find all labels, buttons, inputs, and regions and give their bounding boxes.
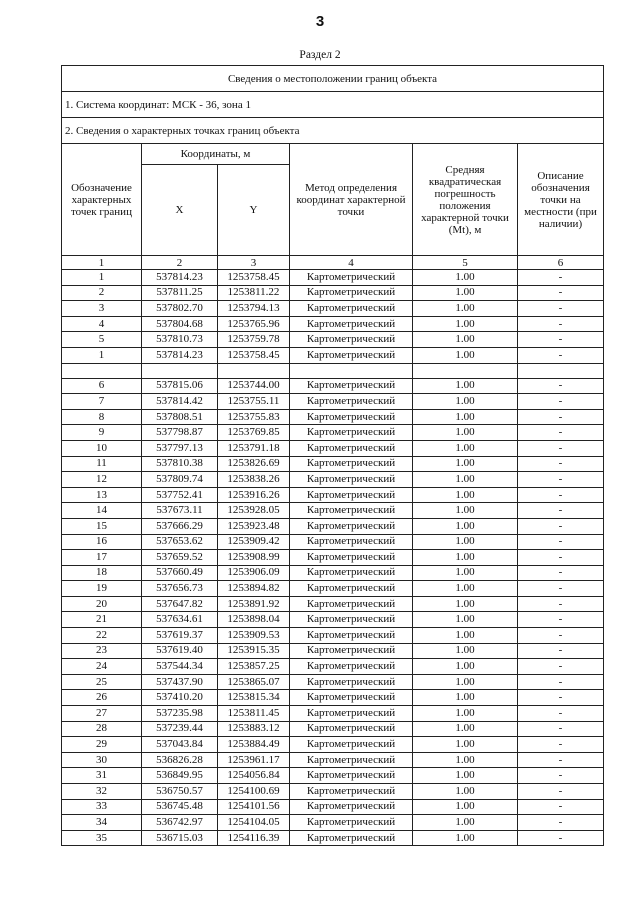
description-cell: - xyxy=(518,612,604,628)
y-coordinate-cell: 1253758.45 xyxy=(218,270,290,286)
method-cell: Картометрический xyxy=(290,830,413,846)
description-cell: - xyxy=(518,643,604,659)
points-section-title: 2. Сведения о характерных точках границ объекта xyxy=(62,118,604,144)
empty-cell xyxy=(290,363,413,378)
x-coordinate-cell: 537810.38 xyxy=(142,456,218,472)
y-coordinate-cell: 1253744.00 xyxy=(218,378,290,394)
y-coordinate-cell: 1253815.34 xyxy=(218,690,290,706)
y-coordinate-cell: 1253923.48 xyxy=(218,518,290,534)
method-cell: Картометрический xyxy=(290,628,413,644)
y-coordinate-cell: 1253826.69 xyxy=(218,456,290,472)
method-cell: Картометрический xyxy=(290,332,413,348)
table-row xyxy=(62,270,604,286)
column-number: 5 xyxy=(413,256,518,270)
table-row xyxy=(62,440,604,456)
y-coordinate-cell: 1253884.49 xyxy=(218,737,290,753)
accuracy-cell: 1.00 xyxy=(413,596,518,612)
x-coordinate-cell: 536745.48 xyxy=(142,799,218,815)
accuracy-cell: 1.00 xyxy=(413,721,518,737)
x-coordinate-cell: 537656.73 xyxy=(142,581,218,597)
accuracy-cell: 1.00 xyxy=(413,830,518,846)
description-cell: - xyxy=(518,830,604,846)
description-cell: - xyxy=(518,815,604,831)
description-cell: - xyxy=(518,316,604,332)
y-coordinate-cell: 1253915.35 xyxy=(218,643,290,659)
method-cell: Картометрический xyxy=(290,378,413,394)
description-cell: - xyxy=(518,534,604,550)
y-coordinate-cell: 1253794.13 xyxy=(218,301,290,317)
x-coordinate-cell: 537810.73 xyxy=(142,332,218,348)
y-coordinate-cell: 1254056.84 xyxy=(218,768,290,784)
section-label: Раздел 2 xyxy=(299,49,341,61)
column-number: 6 xyxy=(518,256,604,270)
method-cell: Картометрический xyxy=(290,737,413,753)
boundary-table-wrapper xyxy=(61,65,603,846)
y-coordinate-cell: 1253811.45 xyxy=(218,706,290,722)
table-row xyxy=(62,316,604,332)
empty-cell xyxy=(413,363,518,378)
table-row xyxy=(62,799,604,815)
table-row xyxy=(62,394,604,410)
point-number-cell: 13 xyxy=(62,487,142,503)
table-row xyxy=(62,472,604,488)
x-coordinate-cell: 537235.98 xyxy=(142,706,218,722)
x-coordinate-cell: 537659.52 xyxy=(142,550,218,566)
method-cell: Картометрический xyxy=(290,581,413,597)
empty-cell xyxy=(518,363,604,378)
y-coordinate-cell: 1253759.78 xyxy=(218,332,290,348)
header-accuracy: Средняя квадратическая погрешность положения характерной точки (Mt), м xyxy=(413,144,518,256)
accuracy-cell: 1.00 xyxy=(413,612,518,628)
description-cell: - xyxy=(518,332,604,348)
point-number-cell: 14 xyxy=(62,503,142,519)
accuracy-cell: 1.00 xyxy=(413,550,518,566)
accuracy-cell: 1.00 xyxy=(413,394,518,410)
empty-cell xyxy=(218,363,290,378)
description-cell: - xyxy=(518,596,604,612)
point-number-cell: 24 xyxy=(62,659,142,675)
method-cell: Картометрический xyxy=(290,518,413,534)
y-coordinate-cell: 1253838.26 xyxy=(218,472,290,488)
x-coordinate-cell: 537619.40 xyxy=(142,643,218,659)
header-coordinates: Координаты, м xyxy=(142,144,290,165)
point-number-cell: 35 xyxy=(62,830,142,846)
boundary-points-table xyxy=(61,65,604,846)
point-number-cell: 20 xyxy=(62,596,142,612)
point-number-cell: 8 xyxy=(62,409,142,425)
x-coordinate-cell: 537811.25 xyxy=(142,285,218,301)
point-number-cell: 6 xyxy=(62,378,142,394)
table-title: Сведения о местоположении границ объекта xyxy=(62,66,604,92)
method-cell: Картометрический xyxy=(290,550,413,566)
column-number: 2 xyxy=(142,256,218,270)
table-row xyxy=(62,534,604,550)
description-cell: - xyxy=(518,347,604,363)
table-row xyxy=(62,301,604,317)
x-coordinate-cell: 537043.84 xyxy=(142,737,218,753)
accuracy-cell: 1.00 xyxy=(413,440,518,456)
point-number-cell: 33 xyxy=(62,799,142,815)
point-number-cell: 16 xyxy=(62,534,142,550)
description-cell: - xyxy=(518,472,604,488)
point-number-cell: 11 xyxy=(62,456,142,472)
method-cell: Картометрический xyxy=(290,487,413,503)
table-row xyxy=(62,768,604,784)
method-cell: Картометрический xyxy=(290,440,413,456)
accuracy-cell: 1.00 xyxy=(413,316,518,332)
x-coordinate-cell: 536750.57 xyxy=(142,784,218,800)
point-number-cell: 17 xyxy=(62,550,142,566)
x-coordinate-cell: 537752.41 xyxy=(142,487,218,503)
method-cell: Картометрический xyxy=(290,643,413,659)
y-coordinate-cell: 1253758.45 xyxy=(218,347,290,363)
accuracy-cell: 1.00 xyxy=(413,472,518,488)
description-cell: - xyxy=(518,518,604,534)
method-cell: Картометрический xyxy=(290,425,413,441)
accuracy-cell: 1.00 xyxy=(413,706,518,722)
point-number-cell: 2 xyxy=(62,285,142,301)
column-number: 4 xyxy=(290,256,413,270)
method-cell: Картометрический xyxy=(290,706,413,722)
table-row xyxy=(62,378,604,394)
point-number-cell: 31 xyxy=(62,768,142,784)
method-cell: Картометрический xyxy=(290,316,413,332)
description-cell: - xyxy=(518,659,604,675)
description-cell: - xyxy=(518,456,604,472)
point-number-cell: 7 xyxy=(62,394,142,410)
header-method: Метод определения координат характерной точки xyxy=(290,144,413,256)
table-row xyxy=(62,830,604,846)
y-coordinate-cell: 1254101.56 xyxy=(218,799,290,815)
accuracy-cell: 1.00 xyxy=(413,270,518,286)
table-row xyxy=(62,612,604,628)
accuracy-cell: 1.00 xyxy=(413,659,518,675)
y-coordinate-cell: 1253765.96 xyxy=(218,316,290,332)
table-row xyxy=(62,752,604,768)
point-number-cell: 30 xyxy=(62,752,142,768)
point-number-cell: 25 xyxy=(62,674,142,690)
point-number-cell: 5 xyxy=(62,332,142,348)
description-cell: - xyxy=(518,425,604,441)
method-cell: Картометрический xyxy=(290,659,413,675)
description-cell: - xyxy=(518,550,604,566)
method-cell: Картометрический xyxy=(290,784,413,800)
description-cell: - xyxy=(518,270,604,286)
x-coordinate-cell: 537634.61 xyxy=(142,612,218,628)
description-cell: - xyxy=(518,768,604,784)
x-coordinate-cell: 537437.90 xyxy=(142,674,218,690)
point-number-cell: 21 xyxy=(62,612,142,628)
accuracy-cell: 1.00 xyxy=(413,565,518,581)
method-cell: Картометрический xyxy=(290,690,413,706)
y-coordinate-cell: 1253857.25 xyxy=(218,659,290,675)
description-cell: - xyxy=(518,706,604,722)
accuracy-cell: 1.00 xyxy=(413,409,518,425)
accuracy-cell: 1.00 xyxy=(413,301,518,317)
accuracy-cell: 1.00 xyxy=(413,799,518,815)
method-cell: Картометрический xyxy=(290,285,413,301)
table-row xyxy=(62,737,604,753)
y-coordinate-cell: 1253906.09 xyxy=(218,565,290,581)
y-coordinate-cell: 1254100.69 xyxy=(218,784,290,800)
point-number-cell: 28 xyxy=(62,721,142,737)
header-description: Описание обозначения точки на местности (при наличии) xyxy=(518,144,604,256)
description-cell: - xyxy=(518,581,604,597)
table-row xyxy=(62,706,604,722)
table-row xyxy=(62,503,604,519)
description-cell: - xyxy=(518,690,604,706)
accuracy-cell: 1.00 xyxy=(413,347,518,363)
header-x: X xyxy=(142,165,218,256)
point-number-cell: 27 xyxy=(62,706,142,722)
method-cell: Картометрический xyxy=(290,721,413,737)
y-coordinate-cell: 1253909.42 xyxy=(218,534,290,550)
table-row xyxy=(62,721,604,737)
table-row xyxy=(62,456,604,472)
point-number-cell: 32 xyxy=(62,784,142,800)
method-cell: Картометрический xyxy=(290,768,413,784)
description-cell: - xyxy=(518,440,604,456)
accuracy-cell: 1.00 xyxy=(413,534,518,550)
point-number-cell: 19 xyxy=(62,581,142,597)
point-number-cell: 1 xyxy=(62,270,142,286)
method-cell: Картометрический xyxy=(290,612,413,628)
method-cell: Картометрический xyxy=(290,347,413,363)
y-coordinate-cell: 1253755.83 xyxy=(218,409,290,425)
point-number-cell: 22 xyxy=(62,628,142,644)
method-cell: Картометрический xyxy=(290,503,413,519)
description-cell: - xyxy=(518,285,604,301)
x-coordinate-cell: 536826.28 xyxy=(142,752,218,768)
description-cell: - xyxy=(518,737,604,753)
coordinate-system: 1. Система координат: МСК - 36, зона 1 xyxy=(62,92,604,118)
point-number-cell: 1 xyxy=(62,347,142,363)
y-coordinate-cell: 1254116.39 xyxy=(218,830,290,846)
y-coordinate-cell: 1253928.05 xyxy=(218,503,290,519)
x-coordinate-cell: 537619.37 xyxy=(142,628,218,644)
point-number-cell: 9 xyxy=(62,425,142,441)
method-cell: Картометрический xyxy=(290,301,413,317)
x-coordinate-cell: 536849.95 xyxy=(142,768,218,784)
point-number-cell: 23 xyxy=(62,643,142,659)
description-cell: - xyxy=(518,565,604,581)
separator-row xyxy=(62,363,604,378)
table-row xyxy=(62,347,604,363)
y-coordinate-cell: 1253909.53 xyxy=(218,628,290,644)
x-coordinate-cell: 537666.29 xyxy=(142,518,218,534)
accuracy-cell: 1.00 xyxy=(413,628,518,644)
method-cell: Картометрический xyxy=(290,596,413,612)
accuracy-cell: 1.00 xyxy=(413,285,518,301)
x-coordinate-cell: 537814.42 xyxy=(142,394,218,410)
x-coordinate-cell: 536715.03 xyxy=(142,830,218,846)
x-coordinate-cell: 537802.70 xyxy=(142,301,218,317)
table-row xyxy=(62,518,604,534)
method-cell: Картометрический xyxy=(290,674,413,690)
method-cell: Картометрический xyxy=(290,565,413,581)
description-cell: - xyxy=(518,674,604,690)
y-coordinate-cell: 1253811.22 xyxy=(218,285,290,301)
y-coordinate-cell: 1253908.99 xyxy=(218,550,290,566)
table-row xyxy=(62,596,604,612)
accuracy-cell: 1.00 xyxy=(413,456,518,472)
description-cell: - xyxy=(518,503,604,519)
accuracy-cell: 1.00 xyxy=(413,503,518,519)
accuracy-cell: 1.00 xyxy=(413,815,518,831)
method-cell: Картометрический xyxy=(290,472,413,488)
point-number-cell: 15 xyxy=(62,518,142,534)
header-point-designation: Обозначение характерных точек границ xyxy=(62,144,142,256)
y-coordinate-cell: 1253894.82 xyxy=(218,581,290,597)
accuracy-cell: 1.00 xyxy=(413,332,518,348)
header-y: Y xyxy=(218,165,290,256)
accuracy-cell: 1.00 xyxy=(413,768,518,784)
method-cell: Картометрический xyxy=(290,409,413,425)
method-cell: Картометрический xyxy=(290,799,413,815)
table-row xyxy=(62,784,604,800)
accuracy-cell: 1.00 xyxy=(413,690,518,706)
y-coordinate-cell: 1253961.17 xyxy=(218,752,290,768)
x-coordinate-cell: 537647.82 xyxy=(142,596,218,612)
point-number-cell: 3 xyxy=(62,301,142,317)
accuracy-cell: 1.00 xyxy=(413,643,518,659)
point-number-cell: 34 xyxy=(62,815,142,831)
method-cell: Картометрический xyxy=(290,815,413,831)
table-row xyxy=(62,487,604,503)
description-cell: - xyxy=(518,378,604,394)
point-number-cell: 18 xyxy=(62,565,142,581)
table-row xyxy=(62,690,604,706)
accuracy-cell: 1.00 xyxy=(413,784,518,800)
description-cell: - xyxy=(518,409,604,425)
description-cell: - xyxy=(518,721,604,737)
point-number-cell: 12 xyxy=(62,472,142,488)
description-cell: - xyxy=(518,799,604,815)
x-coordinate-cell: 537814.23 xyxy=(142,347,218,363)
x-coordinate-cell: 537808.51 xyxy=(142,409,218,425)
x-coordinate-cell: 537660.49 xyxy=(142,565,218,581)
description-cell: - xyxy=(518,487,604,503)
x-coordinate-cell: 537410.20 xyxy=(142,690,218,706)
y-coordinate-cell: 1253769.85 xyxy=(218,425,290,441)
y-coordinate-cell: 1253755.11 xyxy=(218,394,290,410)
column-number: 3 xyxy=(218,256,290,270)
table-row xyxy=(62,815,604,831)
x-coordinate-cell: 536742.97 xyxy=(142,815,218,831)
table-row xyxy=(62,332,604,348)
y-coordinate-cell: 1253916.26 xyxy=(218,487,290,503)
y-coordinate-cell: 1253865.07 xyxy=(218,674,290,690)
accuracy-cell: 1.00 xyxy=(413,518,518,534)
description-cell: - xyxy=(518,752,604,768)
table-row xyxy=(62,425,604,441)
description-cell: - xyxy=(518,394,604,410)
description-cell: - xyxy=(518,784,604,800)
table-row xyxy=(62,643,604,659)
method-cell: Картометрический xyxy=(290,456,413,472)
accuracy-cell: 1.00 xyxy=(413,674,518,690)
empty-cell xyxy=(142,363,218,378)
table-row xyxy=(62,628,604,644)
method-cell: Картометрический xyxy=(290,534,413,550)
y-coordinate-cell: 1253791.18 xyxy=(218,440,290,456)
x-coordinate-cell: 537814.23 xyxy=(142,270,218,286)
accuracy-cell: 1.00 xyxy=(413,487,518,503)
x-coordinate-cell: 537653.62 xyxy=(142,534,218,550)
accuracy-cell: 1.00 xyxy=(413,378,518,394)
column-number: 1 xyxy=(62,256,142,270)
y-coordinate-cell: 1253891.92 xyxy=(218,596,290,612)
point-number-cell: 29 xyxy=(62,737,142,753)
y-coordinate-cell: 1254104.05 xyxy=(218,815,290,831)
point-number-cell: 4 xyxy=(62,316,142,332)
x-coordinate-cell: 537673.11 xyxy=(142,503,218,519)
description-cell: - xyxy=(518,301,604,317)
point-number-cell: 10 xyxy=(62,440,142,456)
point-number-cell: 26 xyxy=(62,690,142,706)
method-cell: Картометрический xyxy=(290,270,413,286)
table-row xyxy=(62,674,604,690)
description-cell: - xyxy=(518,628,604,644)
accuracy-cell: 1.00 xyxy=(413,581,518,597)
empty-cell xyxy=(62,363,142,378)
method-cell: Картометрический xyxy=(290,752,413,768)
table-row xyxy=(62,565,604,581)
table-row xyxy=(62,581,604,597)
x-coordinate-cell: 537239.44 xyxy=(142,721,218,737)
x-coordinate-cell: 537815.06 xyxy=(142,378,218,394)
x-coordinate-cell: 537797.13 xyxy=(142,440,218,456)
y-coordinate-cell: 1253898.04 xyxy=(218,612,290,628)
table-row xyxy=(62,550,604,566)
x-coordinate-cell: 537804.68 xyxy=(142,316,218,332)
page-number: 3 xyxy=(315,13,325,30)
x-coordinate-cell: 537544.34 xyxy=(142,659,218,675)
y-coordinate-cell: 1253883.12 xyxy=(218,721,290,737)
table-row xyxy=(62,409,604,425)
column-number-row xyxy=(62,256,604,270)
x-coordinate-cell: 537809.74 xyxy=(142,472,218,488)
x-coordinate-cell: 537798.87 xyxy=(142,425,218,441)
table-row xyxy=(62,659,604,675)
accuracy-cell: 1.00 xyxy=(413,737,518,753)
accuracy-cell: 1.00 xyxy=(413,425,518,441)
method-cell: Картометрический xyxy=(290,394,413,410)
accuracy-cell: 1.00 xyxy=(413,752,518,768)
table-row xyxy=(62,285,604,301)
